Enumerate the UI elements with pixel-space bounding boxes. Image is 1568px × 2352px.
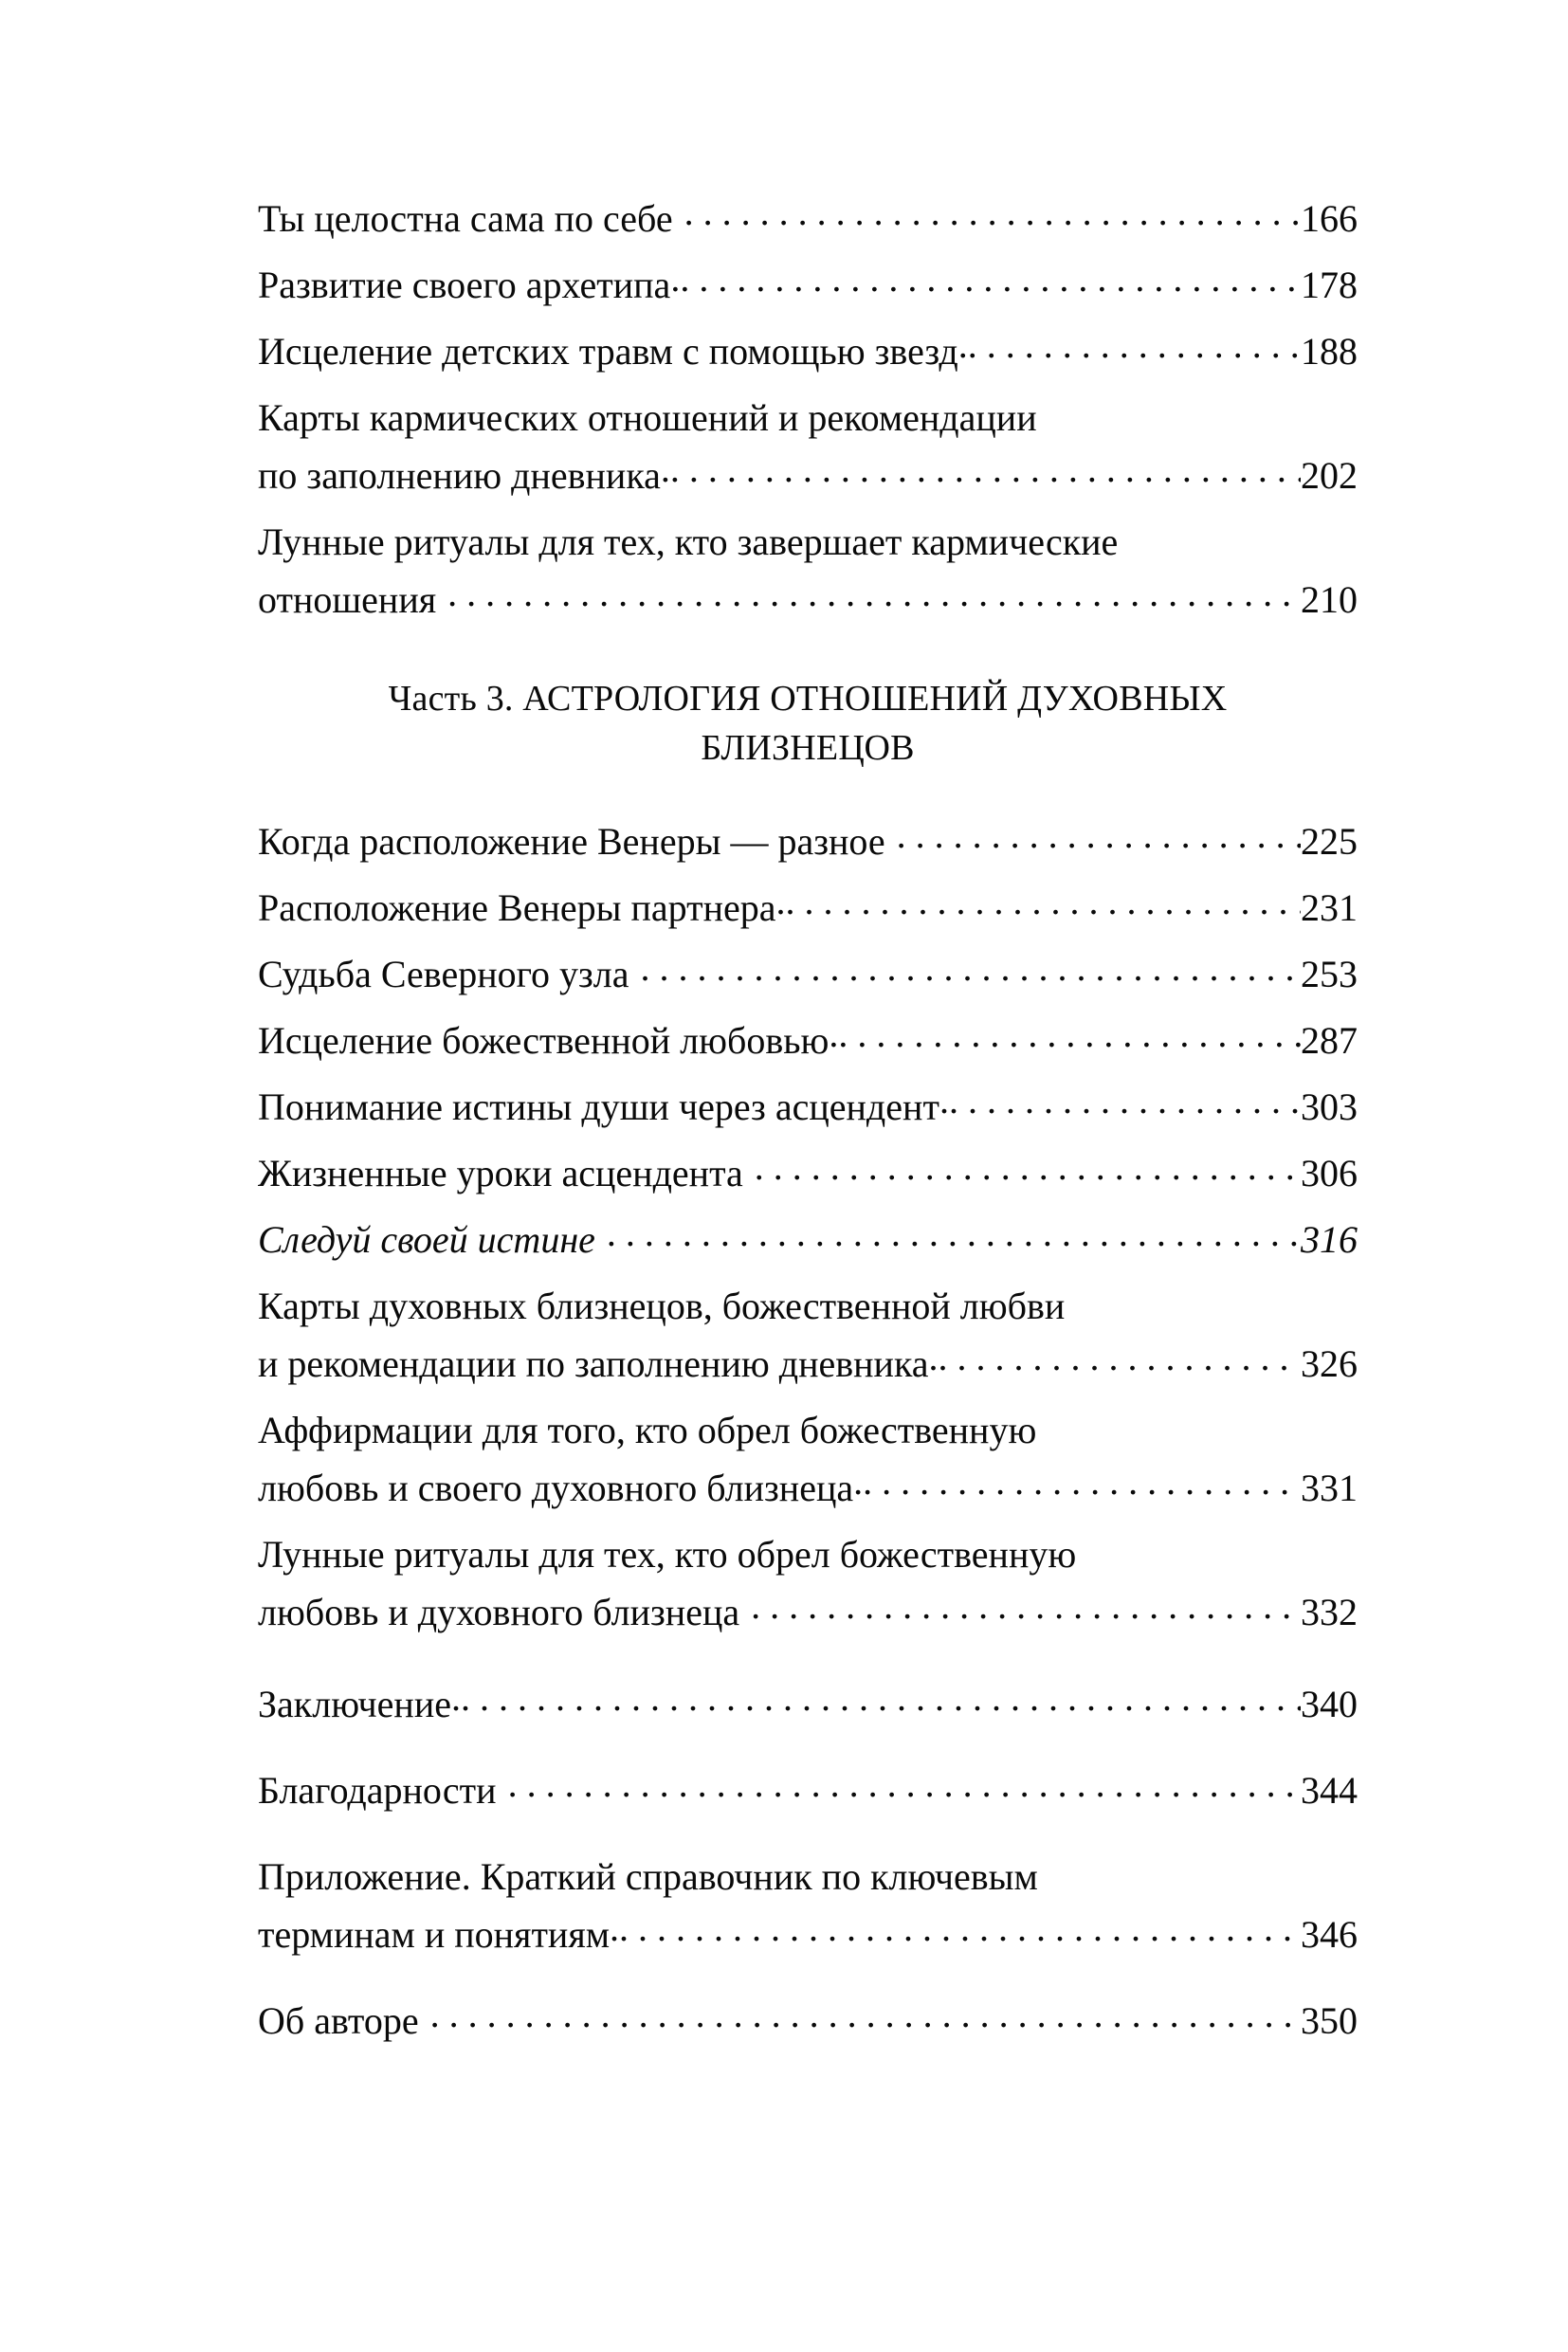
toc-entry-title: и рекомендации по заполнению дневника [258, 1342, 929, 1385]
toc-entry-last-line [258, 879, 1358, 937]
toc-leader-dots [776, 883, 1301, 921]
toc-leader-dots [929, 1339, 1301, 1377]
toc-entry-title: Благодарности [258, 1769, 497, 1812]
toc-entry-title: Когда расположение Венеры — разное [258, 820, 885, 863]
toc-page-number: 225 [1301, 820, 1358, 863]
toc-page-number: 202 [1301, 454, 1358, 497]
toc-entry[interactable] [258, 1525, 1358, 1641]
toc-entry-title: Следуй своей истине [258, 1218, 595, 1261]
toc-entry[interactable] [258, 812, 1358, 870]
toc-page-number: 306 [1301, 1152, 1358, 1194]
toc-leader-dots [939, 1082, 1301, 1120]
toc-page-number: 346 [1301, 1913, 1358, 1956]
toc-entry[interactable] [258, 322, 1358, 380]
toc-leader-dots [430, 1996, 1301, 2033]
part-heading [258, 674, 1358, 773]
toc-entry[interactable] [258, 1277, 1358, 1393]
toc-page-number: 331 [1301, 1467, 1358, 1509]
toc-page-number: 253 [1301, 953, 1358, 995]
toc-entry-wrap-line [258, 513, 1358, 571]
toc-section-part2-tail [258, 190, 1358, 629]
toc-entry[interactable] [258, 389, 1358, 504]
toc-page-number: 344 [1301, 1769, 1358, 1812]
toc-entry-title: Об авторе [258, 1999, 419, 2042]
toc-entry-title: Исцеление детских травм с помощью звезд [258, 330, 958, 373]
toc-section-back-matter [258, 1675, 1358, 2050]
toc-page-number: 326 [1301, 1342, 1358, 1385]
toc-page-number: 332 [1301, 1591, 1358, 1633]
toc-entry[interactable] [258, 190, 1358, 247]
toc-page-number: 303 [1301, 1085, 1358, 1128]
toc-entry-last-line [258, 256, 1358, 314]
toc-entry-title: Исцеление божественной любовью [258, 1019, 830, 1062]
toc-entry-wrap-line [258, 389, 1358, 447]
toc-entry-title: Ты целостна сама по себе [258, 197, 673, 240]
toc-entry-last-line [258, 1992, 1358, 2050]
toc-entry[interactable] [258, 879, 1358, 937]
toc-leader-dots [670, 260, 1301, 298]
toc-leader-dots [607, 1214, 1301, 1252]
toc-entry-title: Аффирмации для того, кто обрел божественную [258, 1409, 1037, 1451]
toc-entry[interactable] [258, 1211, 1358, 1268]
toc-entry-title: Понимание истины души через асцендент [258, 1085, 939, 1128]
toc-page-number: 287 [1301, 1019, 1358, 1062]
toc-entry-title: Заключение [258, 1683, 451, 1725]
toc-leader-dots [853, 1463, 1301, 1501]
toc-leader-dots [508, 1765, 1301, 1803]
toc-entry-title: Карты духовных близнецов, божественной любви [258, 1285, 1066, 1327]
toc-leader-dots [451, 1679, 1301, 1717]
toc-entry-title: по заполнению дневника [258, 454, 661, 497]
toc-leader-dots [958, 326, 1301, 364]
part-heading-line-2: БЛИЗНЕЦОВ [701, 728, 915, 768]
toc-page-number: 166 [1301, 197, 1358, 240]
toc-leader-dots [897, 816, 1301, 854]
toc-entry[interactable] [258, 513, 1358, 629]
toc-leader-dots [684, 193, 1301, 231]
toc-leader-dots [610, 1909, 1301, 1947]
toc-entry-last-line [258, 1012, 1358, 1069]
toc-entry-last-line [258, 190, 1358, 247]
toc-entry-last-line [258, 1211, 1358, 1268]
toc-section-part3 [258, 812, 1358, 1641]
toc-entry[interactable] [258, 1848, 1358, 1963]
toc-entry[interactable] [258, 256, 1358, 314]
toc-entry[interactable] [258, 1675, 1358, 1733]
toc-entry-title: любовь и духовного близнеца [258, 1591, 740, 1633]
toc-entry-last-line [258, 1078, 1358, 1136]
toc-entry-last-line [258, 1459, 1358, 1517]
toc-page-number: 316 [1301, 1218, 1358, 1261]
part-heading-line-1: Часть 3. АСТРОЛОГИЯ ОТНОШЕНИЙ ДУХОВНЫХ [388, 679, 1228, 719]
toc-entry-title: Развитие своего архетипа [258, 264, 671, 306]
toc-entry-last-line [258, 1761, 1358, 1819]
toc-entry-last-line [258, 1675, 1358, 1733]
toc-entry-title: терминам и понятиям [258, 1913, 611, 1956]
toc-entry[interactable] [258, 1144, 1358, 1202]
toc-entry-last-line [258, 1583, 1358, 1641]
toc-entry-last-line [258, 571, 1358, 629]
toc-leader-dots [829, 1015, 1301, 1053]
toc-entry[interactable] [258, 1012, 1358, 1069]
toc-entry-wrap-line [258, 1401, 1358, 1459]
toc-page-number: 350 [1301, 1999, 1358, 2042]
toc-leader-dots [661, 450, 1301, 488]
toc-entry-title: Расположение Венеры партнера [258, 886, 776, 929]
toc-page-number: 210 [1301, 578, 1358, 621]
toc-leader-dots [755, 1148, 1301, 1186]
toc-entry[interactable] [258, 1078, 1358, 1136]
toc-entry-last-line [258, 945, 1358, 1003]
toc-entry-title: отношения [258, 578, 437, 621]
toc-entry-last-line [258, 1905, 1358, 1963]
toc-leader-dots [447, 574, 1301, 612]
toc-entry[interactable] [258, 1992, 1358, 2050]
toc-entry-title: Судьба Северного узла [258, 953, 629, 995]
toc-entry-wrap-line [258, 1848, 1358, 1905]
toc-entry[interactable] [258, 1761, 1358, 1819]
toc-entry-wrap-line [258, 1525, 1358, 1583]
toc-entry-last-line [258, 1335, 1358, 1393]
toc-entry[interactable] [258, 945, 1358, 1003]
toc-entry-title: любовь и своего духовного близнеца [258, 1467, 854, 1509]
toc-entry-last-line [258, 322, 1358, 380]
toc-page-number: 231 [1301, 886, 1358, 929]
toc-entry-last-line [258, 812, 1358, 870]
toc-entry-title: Жизненные уроки асцендента [258, 1152, 743, 1194]
toc-entry-title: Лунные ритуалы для тех, кто завершает кармические [258, 520, 1119, 563]
toc-entry-last-line [258, 447, 1358, 504]
toc-entry-title: Карты кармических отношений и рекомендации [258, 396, 1037, 439]
toc-entry-wrap-line [258, 1277, 1358, 1335]
table-of-contents [258, 190, 1358, 2058]
toc-leader-dots [641, 949, 1301, 987]
toc-entry[interactable] [258, 1401, 1358, 1517]
toc-page-number: 340 [1301, 1683, 1358, 1725]
toc-page-number: 178 [1301, 264, 1358, 306]
toc-entry-title: Лунные ритуалы для тех, кто обрел божественную [258, 1533, 1077, 1576]
toc-leader-dots [751, 1587, 1301, 1625]
toc-page-number: 188 [1301, 330, 1358, 373]
toc-entry-title: Приложение. Краткий справочник по ключевым [258, 1855, 1038, 1898]
toc-entry-last-line [258, 1144, 1358, 1202]
